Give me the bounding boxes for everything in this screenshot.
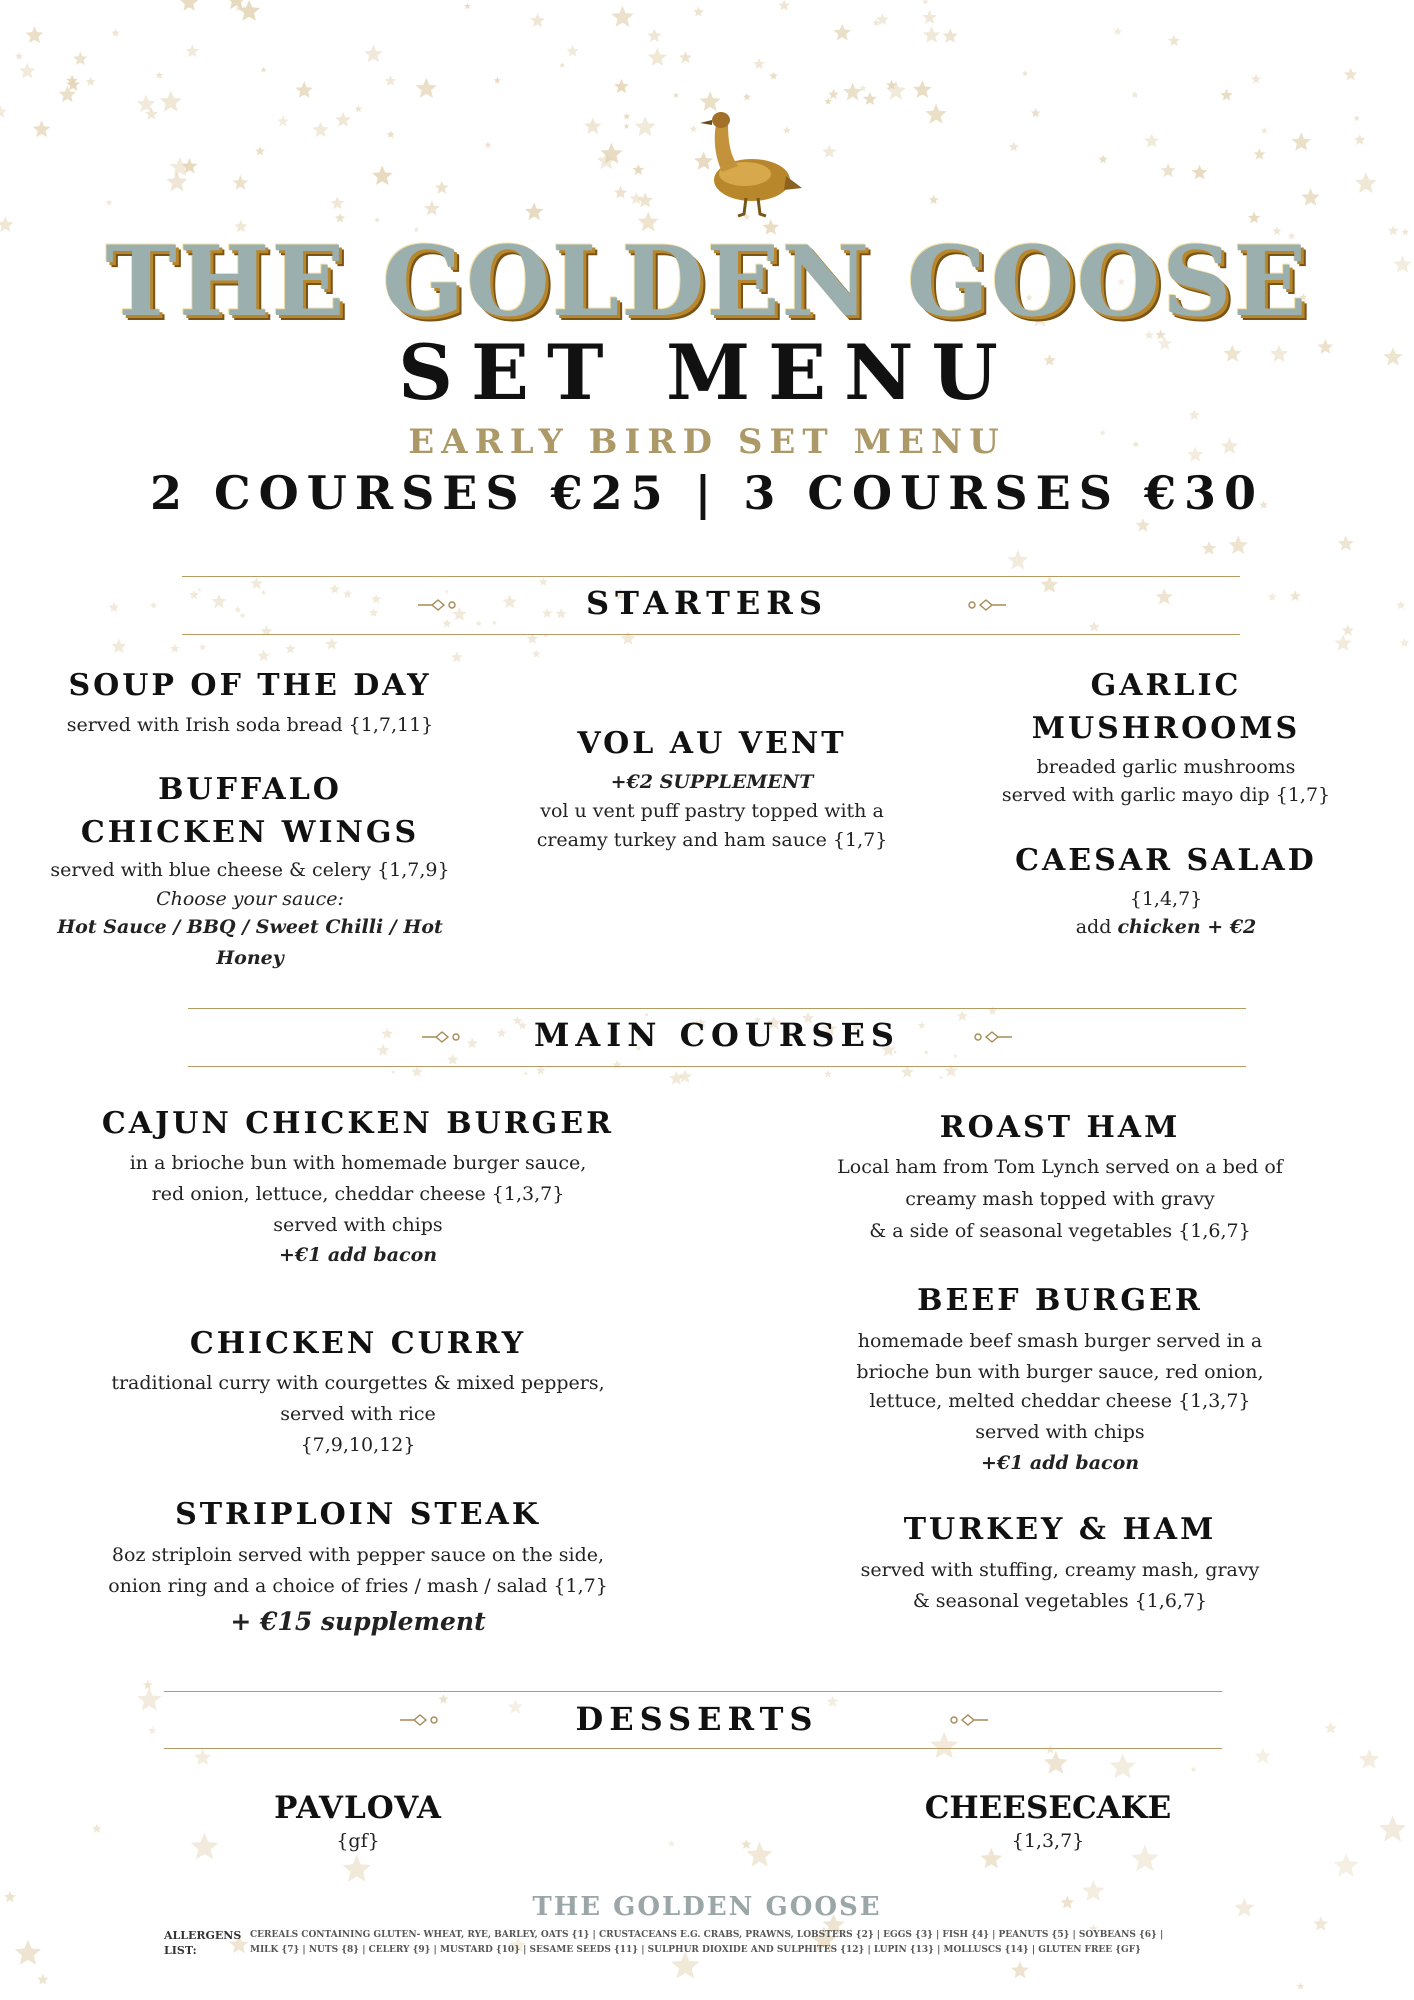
dish-description: served with stuffing, creamy mash, gravy: [860, 1559, 1260, 1581]
star-icon: [1220, 89, 1232, 101]
allergens-line: MILK {7} | NUTS {8} | CELERY {9} | MUSTARD {10} | SESAME SEEDS {11} | SULPHUR DIOXIDE AND SULPHITES {12} | LUPIN {13} | MOLLUSCS {14} | GLUTEN FREE {GF}: [250, 1945, 1141, 1955]
addon-prefix: add: [1075, 916, 1118, 938]
star-icon: [15, 52, 23, 59]
divider-line: [182, 634, 1240, 635]
dish-description: in a brioche bun with homemade burger sauce,: [129, 1152, 587, 1174]
star-icon: [238, 0, 260, 21]
star-icon: [325, 638, 338, 650]
star-icon: [160, 91, 182, 112]
dish-description: served with chips: [975, 1421, 1145, 1443]
star-icon: [863, 92, 877, 105]
star-icon: [1136, 518, 1150, 532]
star-icon: [647, 29, 661, 42]
dish-description: lettuce, melted cheddar cheese {1,3,7}: [869, 1390, 1251, 1412]
star-icon: [447, 1054, 459, 1065]
star-icon: [1229, 536, 1249, 555]
allergens-label-line: ALLERGENS: [164, 1929, 242, 1942]
star-icon: [824, 1070, 832, 1077]
dish-name: CHICKEN WINGS: [80, 815, 420, 850]
dish-description: brioche bun with burger sauce, red onion,: [856, 1361, 1264, 1383]
star-icon: [669, 1071, 683, 1085]
star-icon: [186, 44, 199, 57]
star-icon: [678, 1070, 692, 1083]
star-icon: [1110, 1753, 1136, 1778]
allergens-list: [250, 1928, 1290, 1958]
dish-allergens: {7,9,10,12}: [300, 1434, 416, 1456]
star-icon: [451, 651, 463, 662]
star-icon: [1202, 541, 1217, 555]
sauce-prompt: Choose your sauce:: [156, 888, 344, 910]
star-icon: [1400, 638, 1410, 647]
star-icon: [834, 24, 851, 41]
star-icon: [673, 92, 679, 98]
course-prices: 2 COURSES €25 | 3 COURSES €30: [150, 466, 1264, 520]
star-icon: [391, 1070, 395, 1074]
star-icon: [753, 58, 765, 69]
star-icon: [939, 1076, 943, 1080]
star-icon: [614, 79, 629, 93]
star-icon: [524, 1071, 529, 1075]
star-icon: [26, 26, 44, 43]
star-icon: [1334, 634, 1351, 650]
star-icon: [843, 83, 862, 101]
star-icon: [464, 3, 471, 9]
star-icon: [156, 72, 164, 79]
star-icon: [1168, 35, 1180, 46]
dish-allergens: {1,4,7}: [1129, 888, 1203, 910]
dish-description: traditional curry with courgettes & mixed peppers,: [111, 1372, 605, 1394]
star-icon: [199, 643, 206, 650]
star-icon: [1338, 535, 1354, 550]
dish-name: CHEESECAKE: [924, 1790, 1172, 1826]
star-icon: [92, 1824, 101, 1833]
star-icon: [679, 51, 692, 63]
dish-description: red onion, lettuce, cheddar cheese {1,3,7}: [151, 1183, 565, 1205]
dish-name: SOUP OF THE DAY: [68, 668, 432, 703]
star-icon: [111, 639, 126, 653]
star-icon: [260, 67, 266, 73]
star-icon: [364, 45, 382, 63]
star-icon: [825, 98, 832, 105]
page-title: SET MENU: [398, 328, 1016, 417]
star-icon: [285, 644, 295, 654]
star-icon: [613, 1060, 622, 1069]
star-icon: [385, 75, 396, 86]
divider-line: [188, 1066, 1246, 1067]
star-icon: [1334, 1853, 1359, 1877]
star-icon: [1379, 1816, 1406, 1842]
star-icon: [37, 1974, 48, 1985]
star-icon: [530, 13, 545, 27]
divider-line: [164, 1691, 1222, 1692]
dish-supplement: +€2 SUPPLEMENT: [610, 771, 814, 793]
star-icon: [1089, 621, 1100, 632]
section-title-desserts: DESSERTS: [575, 1700, 819, 1738]
star-icon: [943, 28, 958, 43]
star-icon: [1011, 1961, 1029, 1978]
dish-description: creamy turkey and ham sauce {1,7}: [536, 829, 888, 851]
allergens-label-line: LIST:: [164, 1944, 197, 1957]
menu-subtitle: EARLY BIRD SET MENU: [408, 422, 1006, 462]
star-icon: [1359, 1749, 1380, 1769]
divider-line: [188, 1008, 1246, 1009]
star-icon: [1022, 70, 1028, 76]
dish-description: served with blue cheese & celery {1,7,9}: [50, 859, 450, 881]
dish-description: 8oz striploin served with pepper sauce on the side,: [111, 1544, 605, 1566]
dish-addon: +€1 add bacon: [980, 1452, 1140, 1474]
dish-description: homemade beef smash burger served in a: [857, 1330, 1263, 1352]
dish-addon: [966, 912, 1366, 943]
star-icon: [257, 650, 269, 662]
star-icon: [1044, 1751, 1068, 1774]
star-icon: [180, 0, 199, 11]
star-icon: [532, 650, 541, 658]
star-icon: [1008, 550, 1029, 570]
star-icon: [769, 72, 777, 80]
star-icon: [494, 77, 501, 84]
star-icon: [828, 89, 839, 99]
dish-name: MUSHROOMS: [1031, 711, 1301, 746]
star-icon: [170, 644, 180, 653]
star-icon: [700, 91, 721, 111]
star-icon: [901, 1065, 914, 1077]
star-icon: [416, 78, 437, 98]
star-icon: [343, 1855, 371, 1882]
dish-name: VOL AU VENT: [577, 726, 847, 761]
star-icon: [1342, 624, 1354, 635]
star-icon: [1251, 74, 1261, 84]
dish-description: & seasonal vegetables {1,6,7}: [912, 1590, 1208, 1612]
star-icon: [73, 52, 87, 66]
dish-description: creamy mash topped with gravy: [905, 1188, 1215, 1210]
allergens-label: [164, 1928, 248, 1958]
section-title-starters: STARTERS: [586, 584, 828, 622]
star-icon: [194, 1749, 211, 1766]
dish-name: CAESAR SALAD: [1015, 843, 1317, 878]
star-icon: [648, 48, 667, 66]
star-icon: [296, 81, 314, 98]
dish-addon: +€1 add bacon: [278, 1244, 438, 1266]
star-icon: [693, 7, 704, 17]
dish-name: CHICKEN CURRY: [189, 1326, 527, 1361]
dish-description: served with rice: [280, 1403, 436, 1425]
star-icon: [15, 1940, 41, 1965]
divider-line: [182, 576, 1240, 577]
sauce-options: Hot Sauce / BBQ / Sweet Chilli / Hot Honey: [57, 916, 443, 969]
dish-description: onion ring and a choice of fries / mash / salad {1,7}: [108, 1575, 608, 1597]
dish-name: STRIPLOIN STEAK: [175, 1497, 541, 1532]
dish-description: served with chips: [273, 1214, 443, 1236]
dish-description: breaded garlic mushrooms: [1036, 756, 1296, 778]
star-icon: [668, 1840, 675, 1847]
star-icon: [111, 29, 119, 37]
allergens-line: CEREALS CONTAINING GLUTEN- WHEAT, RYE, BARLEY, OATS {1} | CRUSTACEANS E.G. CRABS, PRAWNS, LOBSTERS {2} | EGGS {3} | FISH {4} | PEANUTS {5} | SOYBEANS {6} |: [250, 1930, 1164, 1940]
dish-name: PAVLOVA: [274, 1790, 442, 1826]
dish-name: TURKEY & HAM: [903, 1512, 1217, 1547]
star-icon: [1297, 1982, 1305, 1990]
star-icon: [19, 63, 35, 78]
star-icon: [411, 1066, 423, 1077]
dish-allergens: {1,3,7}: [1011, 1830, 1085, 1852]
star-icon: [913, 80, 932, 98]
star-icon: [923, 10, 937, 24]
star-icon: [779, 0, 790, 10]
star-icon: [143, 1680, 153, 1689]
dish-description: vol u vent puff pastry topped with a: [540, 800, 884, 822]
star-icon: [876, 13, 889, 25]
star-icon: [1131, 91, 1138, 98]
brand-logo-text: THE GOLDEN GOOSE: [105, 225, 1309, 338]
star-icon: [611, 6, 633, 27]
star-icon: [566, 45, 578, 57]
star-icon: [741, 1839, 751, 1849]
dish-name: GARLIC: [1090, 668, 1242, 703]
dish-description: & a side of seasonal vegetables {1,6,7}: [869, 1220, 1251, 1242]
star-icon: [1344, 68, 1357, 81]
dish-description: Local ham from Tom Lynch served on a bed of: [837, 1156, 1283, 1178]
star-icon: [747, 1842, 773, 1867]
divider-line: [164, 1748, 1222, 1749]
star-icon: [86, 77, 96, 86]
star-icon: [1046, 1745, 1055, 1754]
section-title-main-courses: MAIN COURSES: [533, 1016, 901, 1054]
star-icon: [1255, 1748, 1272, 1764]
dish-name: BUFFALO: [158, 772, 342, 807]
dish-name: ROAST HAM: [939, 1110, 1181, 1145]
dish-description: served with Irish soda bread {1,7,11}: [66, 714, 434, 736]
footer-brand: THE GOLDEN GOOSE: [532, 1892, 882, 1922]
star-icon: [559, 62, 565, 67]
star-icon: [923, 26, 940, 42]
addon-item: chicken + €2: [1117, 916, 1257, 938]
dish-name: BEEF BURGER: [917, 1283, 1203, 1318]
dish-allergens: {gf}: [336, 1830, 380, 1852]
dish-description: served with garlic mayo dip {1,7}: [1001, 784, 1331, 806]
star-icon: [922, 0, 928, 4]
star-icon: [1191, 1766, 1197, 1772]
dish-name: CAJUN CHICKEN BURGER: [101, 1106, 615, 1141]
star-icon: [953, 1054, 958, 1058]
star-icon: [1114, 27, 1123, 35]
dish-supplement: + €15 supplement: [230, 1607, 486, 1636]
star-icon: [743, 93, 751, 100]
